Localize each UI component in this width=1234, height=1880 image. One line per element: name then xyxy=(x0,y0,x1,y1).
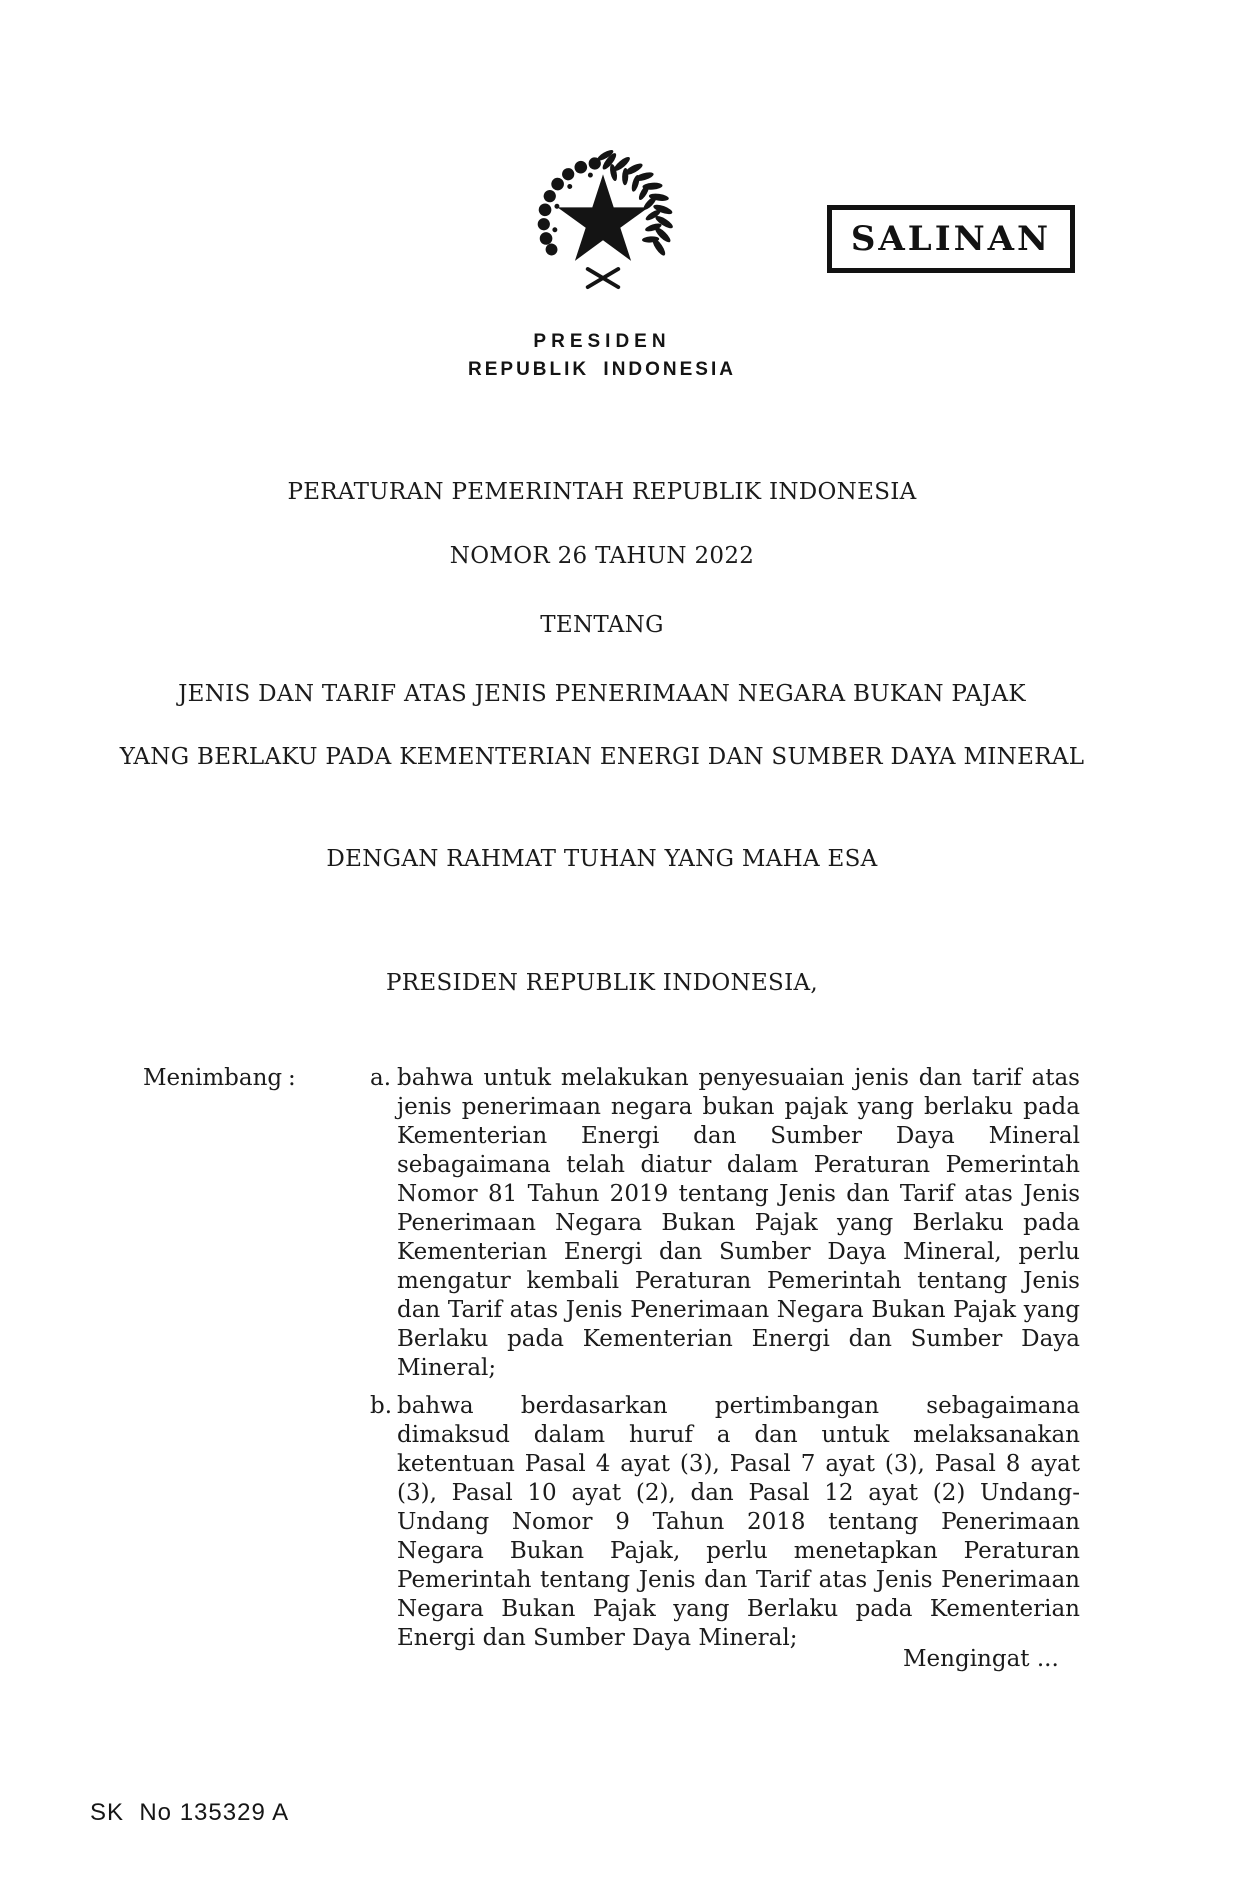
footer-sk-number: SK No 135329 A xyxy=(90,1799,290,1826)
tentang-label: TENTANG xyxy=(540,612,664,638)
letterhead xyxy=(0,331,1204,381)
considering-item-a xyxy=(370,1064,1080,1383)
letterhead-republik-indonesia: REPUBLIK INDONESIA xyxy=(468,359,736,380)
considering-item-b-text: bahwa berdasarkan pertimbangan sebagaimana dimaksud dalam huruf a dan untuk melaksanakan ketentuan Pasal 4 ayat (3), Pasal 7 ayat (3), Pasal 8 ayat (3), Pasal 10 ayat (2), dan Pasal 12 ayat (2) Undang-Undang Nomor 9 Tahun 2018 tentang Penerimaan Negara Bukan Pajak, perlu menetapkan Peraturan Pemerintah tentang Jenis dan Tarif atas Jenis Penerimaan Negara Bukan Pajak yang Berlaku pada Kementerian Energi dan Sumber Daya Mineral; xyxy=(397,1393,1080,1651)
considering-item-a-text: bahwa untuk melakukan penyesuaian jenis dan tarif atas jenis penerimaan negara bukan pajak yang berlaku pada Kementerian Energi dan Sumber Daya Mineral sebagaimana telah diatur dalam Peraturan Pemerintah Nomor 81 Tahun 2019 tentang Jenis dan Tarif atas Jenis Penerimaan Negara Bukan Pajak yang Berlaku pada Kementerian Energi dan Sumber Daya Mineral, perlu mengatur kembali Peraturan Pemerintah tentang Jenis dan Tarif atas Jenis Penerimaan Negara Bukan Pajak yang Berlaku pada Kementerian Energi dan Sumber Daya Mineral; xyxy=(397,1065,1080,1381)
considering-item-a-marker: a. xyxy=(370,1065,392,1091)
considering-colon: : xyxy=(288,1065,296,1091)
subject-line-2: YANG BERLAKU PADA KEMENTERIAN ENERGI DAN SUMBER DAYA MINERAL xyxy=(119,744,1085,770)
invocation-line: DENGAN RAHMAT TUHAN YANG MAHA ESA xyxy=(326,846,878,872)
considering-items xyxy=(370,1064,1080,1653)
subject-line-1: JENIS DAN TARIF ATAS JENIS PENERIMAAN NEGARA BUKAN PAJAK xyxy=(178,681,1026,707)
salinan-stamp xyxy=(827,205,1075,273)
considering-label: Menimbang xyxy=(143,1065,283,1091)
considering-item-b-marker: b. xyxy=(370,1393,393,1419)
presidential-seal-icon xyxy=(517,142,689,308)
regulation-number: NOMOR 26 TAHUN 2022 xyxy=(449,543,755,569)
regulation-title: PERATURAN PEMERINTAH REPUBLIK INDONESIA xyxy=(287,479,917,505)
letterhead-presiden: PRESIDEN xyxy=(533,331,671,352)
continuation-marker: Mengingat ... xyxy=(903,1646,1059,1672)
considering-block xyxy=(143,1064,1080,1653)
salinan-stamp-label: SALINAN xyxy=(850,219,1052,259)
considering-item-b xyxy=(370,1392,1080,1653)
authority-line: PRESIDEN REPUBLIK INDONESIA, xyxy=(386,970,818,996)
